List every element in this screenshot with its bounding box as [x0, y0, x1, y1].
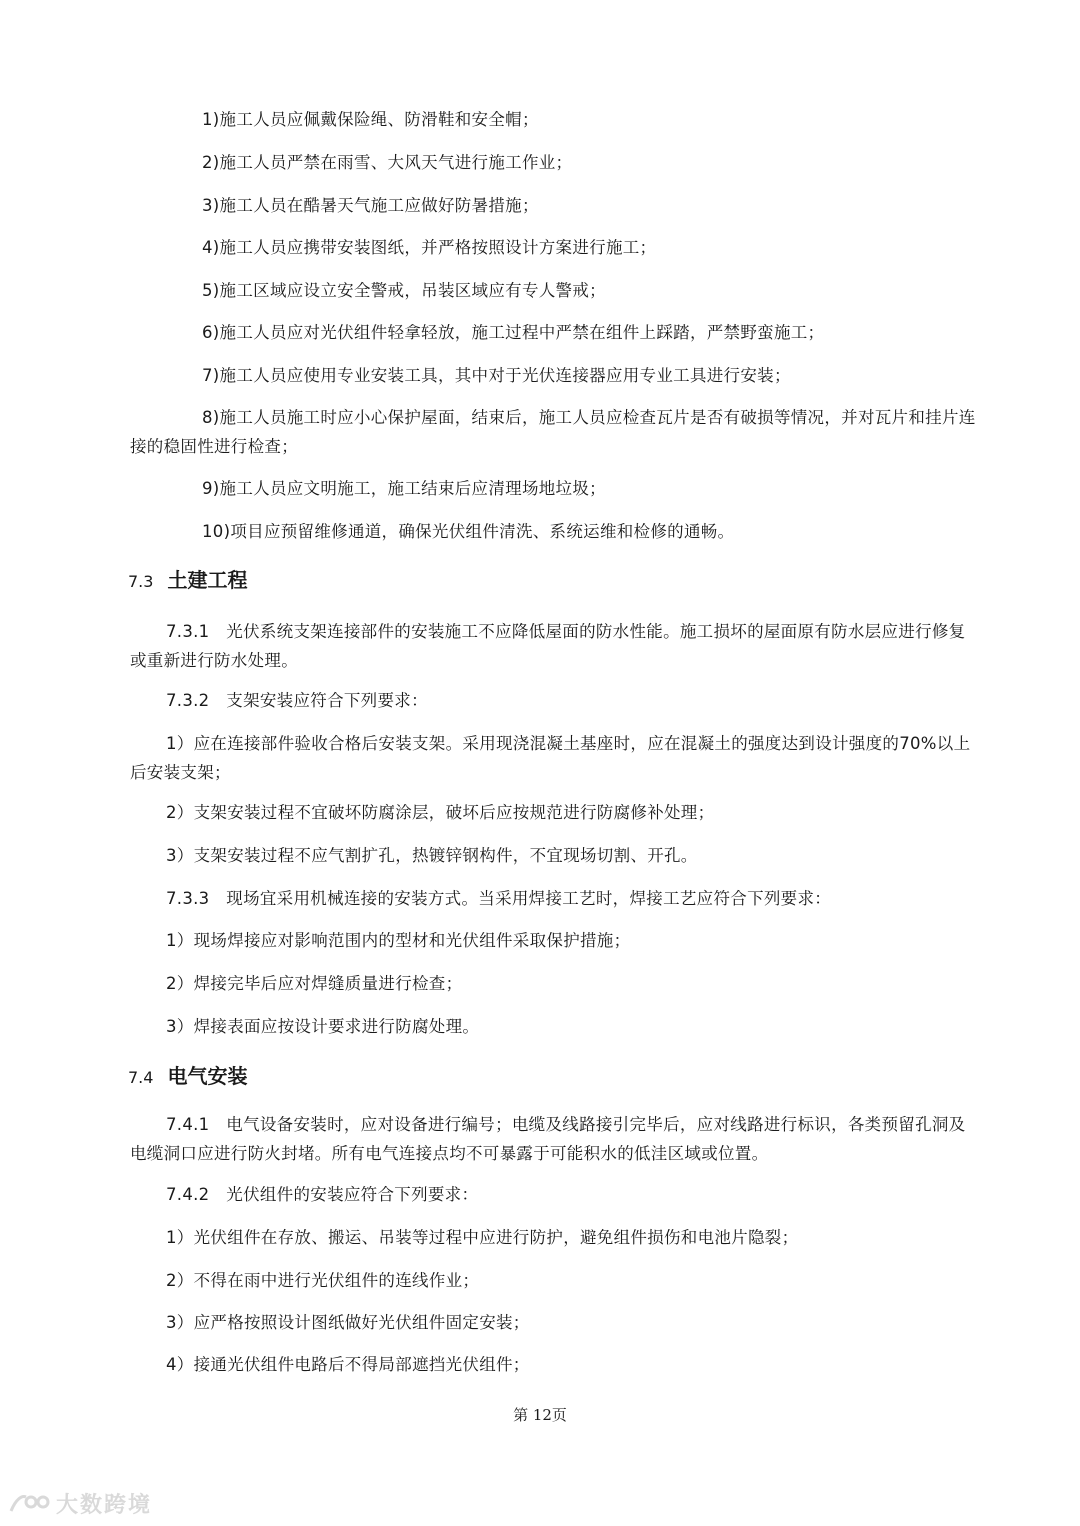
clause-paragraph: 2）不得在雨中进行光伏组件的连线作业； [166, 1271, 480, 1290]
clause-paragraph: 3）支架安装过程不应气割扩孔，热镀锌钢构件，不宜现场切割、开孔。 [166, 846, 698, 865]
list-item: 3)施工人员在酷暑天气施工应做好防暑措施； [202, 196, 539, 215]
list-item: 6)施工人员应对光伏组件轻拿轻放，施工过程中严禁在组件上踩踏，严禁野蛮施工； [202, 323, 825, 342]
clause-paragraph: 3）应严格按照设计图纸做好光伏组件固定安装； [166, 1313, 530, 1332]
list-item: 2)施工人员严禁在雨雪、大风天气进行施工作业； [202, 153, 573, 172]
clause-paragraph: 3）焊接表面应按设计要求进行防腐处理。 [166, 1017, 480, 1036]
clause-paragraph: 7.3.3 现场宜采用机械连接的安装方式。当采用焊接工艺时，焊接工艺应符合下列要求： [166, 889, 832, 908]
list-item: 5)施工区域应设立安全警戒，吊装区域应有专人警戒； [202, 281, 606, 300]
clause-paragraph: 7.4.1 电气设备安装时，应对设备进行编号；电缆及线路接引完毕后，应对线路进行标识，各类预留孔洞及电缆洞口应进行防火封堵。所有电气连接点均不可暴露于可能积水的低洼区域或位置。 [130, 1115, 966, 1163]
section-heading: 7.3 土建工程 [128, 568, 248, 592]
clause-paragraph: 4）接通光伏组件电路后不得局部遮挡光伏组件； [166, 1355, 530, 1374]
watermark [8, 1488, 152, 1519]
clause-paragraph: 2）支架安装过程不宜破坏防腐涂层，破坏后应按规范进行防腐修补处理； [166, 803, 715, 822]
clause-paragraph: 7.4.2 光伏组件的安装应符合下列要求： [166, 1185, 479, 1204]
watermark-text: 大数跨境 [56, 1493, 153, 1518]
section-heading: 7.4 电气安装 [128, 1064, 248, 1088]
list-item: 1)施工人员应佩戴保险绳、防滑鞋和安全帽； [202, 110, 539, 129]
brand-logo-icon [8, 1491, 52, 1517]
list-item: 4)施工人员应携带安装图纸，并严格按照设计方案进行施工； [202, 238, 657, 257]
list-item: 8)施工人员施工时应小心保护屋面，结束后，施工人员应检查瓦片是否有破损等情况，并对瓦片和挂片连接的稳固性进行检查； [130, 408, 976, 456]
clause-paragraph: 1）应在连接部件验收合格后安装支架。采用现浇混凝土基座时，应在混凝土的强度达到设计强度的70%以上后安装支架； [130, 734, 971, 782]
clause-paragraph: 1）光伏组件在存放、搬运、吊装等过程中应进行防护，避免组件损伤和电池片隐裂； [166, 1228, 799, 1247]
list-item: 10)项目应预留维修通道，确保光伏组件清洗、系统运维和检修的通畅。 [202, 522, 735, 541]
list-item: 9)施工人员应文明施工，施工结束后应清理场地垃圾； [202, 479, 606, 498]
clause-paragraph: 1）现场焊接应对影响范围内的型材和光伏组件采取保护措施； [166, 931, 631, 950]
list-item: 7)施工人员应使用专业安装工具，其中对于光伏连接器应用专业工具进行安装； [202, 366, 791, 385]
clause-paragraph: 7.3.2 支架安装应符合下列要求： [166, 691, 428, 710]
clause-paragraph: 2）焊接完毕后应对焊缝质量进行检查； [166, 974, 463, 993]
page-number: 第 12页 [513, 1406, 567, 1424]
clause-paragraph: 7.3.1 光伏系统支架连接部件的安装施工不应降低屋面的防水性能。施工损坏的屋面原有防水层应进行修复或重新进行防水处理。 [130, 622, 966, 670]
